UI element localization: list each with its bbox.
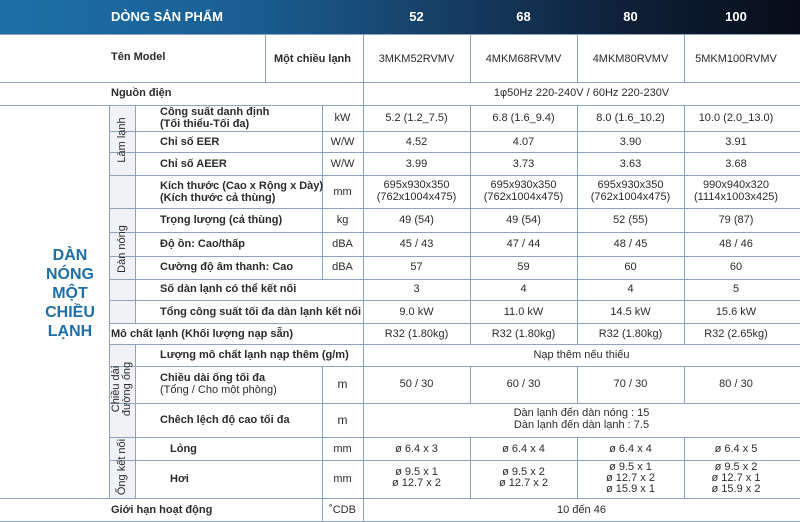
capacity-label-line1: Công suất danh định — [160, 106, 270, 118]
indoor-count-value: 5 — [732, 283, 740, 295]
noise-unit: dBA — [332, 238, 353, 250]
capacity-label-line2: (Tối thiểu-Tối đa) — [160, 118, 250, 130]
weight-value: 49 (54) — [506, 214, 541, 226]
grid-line — [0, 82, 800, 83]
capacity-value: 5.2 (1.2_7.5) — [385, 112, 448, 124]
capacity-value: 8.0 (1.6_10.2) — [596, 112, 665, 124]
dimension-main: 990x940x320 — [702, 179, 770, 191]
aeer-label: Chỉ số AEER — [160, 158, 227, 170]
weight-value: 79 (87) — [718, 214, 754, 226]
gas-pipe-value — [684, 462, 788, 495]
power-value: 1φ50Hz 220-240V / 60Hz 220-230V — [493, 87, 670, 99]
grid-line — [135, 105, 136, 323]
noise-value: 47 / 44 — [506, 238, 541, 250]
dimension-main: 695x930x350 — [383, 179, 450, 191]
dimensions-value — [684, 179, 788, 203]
title-line: NÓNG — [46, 266, 94, 283]
eer-value: 4.07 — [512, 136, 535, 148]
dimensions-label-line2: (Kích thước cả thùng) — [160, 192, 276, 204]
title-line: CHIỀU — [45, 304, 95, 321]
height-diff-unit: m — [337, 413, 348, 427]
eer-value: 4.52 — [405, 136, 428, 148]
sound-power-label: Cường độ âm thanh: Cao — [160, 261, 294, 273]
sound-power-unit: dBA — [332, 261, 353, 273]
pipe-length-value: 80 / 30 — [719, 378, 753, 390]
capacity-value: 10.0 (2.0_13.0) — [698, 112, 774, 124]
max-capacity-value: 9.0 kW — [399, 306, 434, 318]
sound-power-value: 60 — [624, 261, 637, 273]
grid-line — [109, 366, 800, 367]
model-label: Tên Model — [111, 51, 166, 63]
eer-unit: W/W — [330, 136, 355, 148]
gas-pipe-unit: mm — [333, 473, 352, 485]
dimension-packed: (1114x1003x425) — [694, 191, 778, 203]
liquid-pipe-value: ø 6.4 x 4 — [502, 443, 545, 455]
max-capacity-value: 15.6 kW — [715, 306, 757, 318]
aeer-unit: W/W — [330, 158, 355, 170]
gas-pipe-line: ø 15.9 x 1 — [606, 483, 655, 495]
eer-label: Chỉ số EER — [160, 136, 220, 148]
model-value: 4MKM80RVMV — [592, 53, 669, 65]
gas-pipe-value — [363, 467, 470, 489]
pipe-length-value: 50 / 30 — [399, 378, 434, 390]
weight-value: 49 (54) — [399, 214, 434, 226]
sound-power-value: 59 — [517, 261, 530, 273]
refrigerant-value: R32 (1.80kg) — [491, 328, 556, 340]
gas-pipe-value — [470, 467, 577, 489]
sound-power-value: 60 — [729, 261, 743, 273]
gas-pipe-line: ø 9.5 x 2 — [714, 461, 758, 473]
gas-pipe-label: Hơi — [170, 473, 189, 485]
max-capacity-value: 14.5 kW — [610, 306, 651, 318]
liquid-pipe-value: ø 6.4 x 4 — [609, 443, 652, 455]
gas-pipe-line: ø 9.5 x 2 — [502, 466, 545, 478]
grid-line — [109, 232, 800, 233]
indoor-count-value: 4 — [627, 283, 634, 295]
eer-value: 3.91 — [725, 136, 747, 148]
dimension-packed: (762x1004x475) — [590, 191, 671, 203]
group-label-piping-line2: đường ống — [121, 361, 133, 417]
refrigerant-value: R32 (1.80kg) — [598, 328, 663, 340]
header-capacity-80: 80 — [623, 9, 638, 24]
grid-line — [0, 34, 800, 35]
max-capacity-value: 11.0 kW — [503, 306, 544, 318]
gas-pipe-line: ø 12.7 x 2 — [392, 477, 441, 489]
weight-label: Trọng lượng (cả thùng) — [160, 214, 283, 226]
grid-line — [109, 131, 800, 132]
indoor-count-value: 4 — [520, 283, 527, 295]
gas-pipe-line: ø 15.9 x 2 — [711, 483, 761, 495]
model-value: 3MKM52RVMV — [378, 53, 455, 65]
header-capacity-100: 100 — [725, 9, 747, 24]
liquid-pipe-value: ø 6.4 x 5 — [714, 443, 758, 455]
model-value: 4MKM68RVMV — [485, 53, 562, 65]
aeer-value: 3.73 — [512, 158, 535, 170]
title-line: MỘT — [52, 285, 88, 302]
grid-line — [109, 208, 800, 209]
operating-range-label: Giới hạn hoạt động — [111, 504, 213, 516]
dimensions-value — [363, 179, 470, 203]
height-diff-indoor-outdoor: Dàn lạnh đến dàn nóng : 15 — [513, 407, 650, 419]
grid-line — [265, 34, 266, 82]
refrigerant-value: R32 (2.65kg) — [704, 328, 768, 340]
weight-value: 52 (55) — [613, 214, 648, 226]
weight-unit: kg — [336, 214, 349, 226]
grid-line — [109, 344, 800, 345]
group-label-cooling: Làm lạnh — [116, 117, 128, 163]
gas-pipe-line: ø 9.5 x 1 — [395, 466, 438, 478]
grid-line — [109, 300, 800, 301]
pipe-length-value: 60 / 30 — [506, 378, 541, 390]
grid-line — [109, 437, 800, 438]
grid-line — [109, 323, 800, 324]
capacity-label — [160, 106, 269, 130]
group-label-piping — [111, 344, 133, 434]
liquid-pipe-value: ø 6.4 x 3 — [395, 443, 438, 455]
dimension-main: 695x930x350 — [597, 179, 664, 191]
eer-value: 3.90 — [619, 136, 642, 148]
pipe-length-unit: m — [337, 377, 348, 391]
dimension-packed: (762x1004x475) — [376, 191, 457, 203]
operating-range-value: 10 đến 46 — [557, 504, 606, 516]
noise-value: 48 / 45 — [613, 238, 648, 250]
group-label-outdoor: Dàn nóng — [116, 225, 128, 273]
model-sublabel: Một chiều lạnh — [274, 53, 351, 65]
header-capacity-68: 68 — [516, 9, 531, 24]
pipe-length-label — [160, 372, 277, 396]
grid-line — [135, 344, 136, 498]
max-capacity-label: Tổng công suất tối đa dàn lạnh kết nối — [160, 306, 362, 318]
refrigerant-value: R32 (1.80kg) — [384, 328, 449, 340]
height-diff-indoor-indoor: Dàn lạnh đến dàn lạnh : 7.5 — [513, 419, 650, 431]
height-diff-label: Chêch lệch độ cao tối đa — [160, 414, 290, 426]
title-line: DÀN — [52, 247, 88, 264]
sound-power-value: 57 — [410, 261, 423, 273]
dimensions-label — [160, 180, 323, 204]
operating-range-unit: ˚CDB — [329, 504, 356, 516]
model-value: 5MKM100RVMV — [695, 53, 777, 65]
liquid-pipe-unit: mm — [333, 443, 352, 455]
grid-line — [109, 279, 800, 280]
pipe-length-label-line2: (Tổng / Cho một phòng) — [160, 384, 277, 396]
dimensions-unit: mm — [333, 186, 352, 198]
dimensions-value — [470, 179, 577, 203]
height-diff-value — [363, 407, 800, 431]
grid-line — [109, 152, 800, 153]
dimension-packed: (762x1004x475) — [483, 191, 564, 203]
additional-charge-value: Nạp thêm nếu thiếu — [533, 349, 630, 361]
grid-line — [109, 175, 800, 176]
gas-pipe-value — [577, 462, 684, 495]
dimensions-value — [577, 179, 684, 203]
header-capacity-52: 52 — [409, 9, 424, 24]
gas-pipe-line: ø 12.7 x 2 — [606, 472, 655, 484]
noise-value: 45 / 43 — [399, 238, 434, 250]
indoor-count-value: 3 — [413, 283, 420, 295]
dimension-main: 695x930x350 — [490, 179, 557, 191]
capacity-value: 6.8 (1.6_9.4) — [492, 112, 555, 124]
pipe-length-label-line1: Chiều dài ống tối đa — [160, 372, 266, 384]
noise-value: 48 / 46 — [719, 238, 753, 250]
header-bar — [0, 0, 800, 34]
group-label-connection: Ống kết nối — [116, 438, 128, 496]
grid-line — [109, 403, 800, 404]
dimensions-label-line1: Kích thước (Cao x Rộng x Dày) — [160, 180, 324, 192]
gas-pipe-line: ø 12.7 x 1 — [711, 472, 761, 484]
grid-line — [109, 256, 800, 257]
gas-pipe-line: ø 9.5 x 1 — [609, 461, 652, 473]
additional-charge-label: Lượng mô chất lạnh nạp thêm (g/m) — [160, 349, 349, 361]
header-title: DÒNG SẢN PHẨM — [111, 9, 223, 24]
aeer-value: 3.99 — [405, 158, 428, 170]
gas-pipe-line: ø 12.7 x 2 — [499, 477, 548, 489]
liquid-pipe-label: Lỏng — [170, 443, 197, 455]
indoor-count-label: Số dàn lạnh có thể kết nối — [160, 283, 297, 295]
power-label: Nguồn điện — [111, 87, 172, 99]
noise-label: Độ ồn: Cao/thấp — [160, 238, 245, 250]
pipe-length-value: 70 / 30 — [613, 378, 648, 390]
title-line: LẠNH — [47, 323, 93, 340]
aeer-value: 3.63 — [619, 158, 642, 170]
aeer-value: 3.68 — [725, 158, 747, 170]
outdoor-unit-title — [30, 246, 110, 341]
grid-line — [109, 460, 800, 461]
refrigerant-label: Mô chất lạnh (Khối lượng nạp sẵn) — [111, 328, 294, 340]
group-label-piping-line1: Chiều dài — [110, 365, 122, 413]
capacity-unit: kW — [334, 112, 351, 124]
